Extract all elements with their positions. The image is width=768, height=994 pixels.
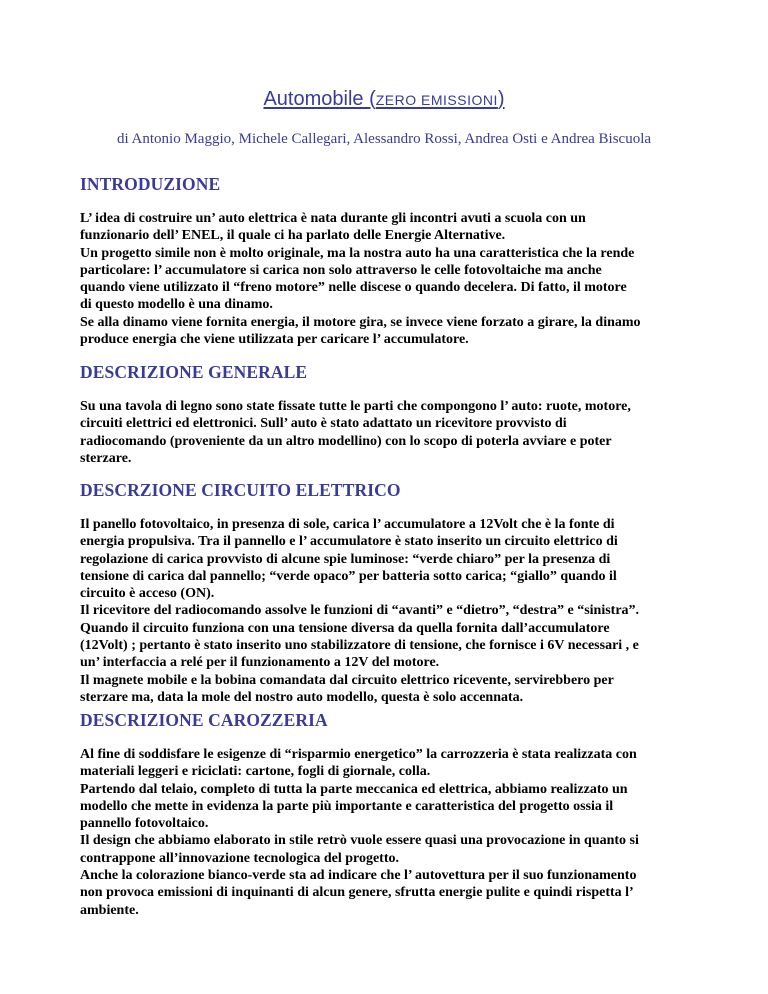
section-heading-descrizione-generale: DESCRIZIONE GENERALE: [80, 362, 308, 382]
text-line: materiali leggeri e riciclati: cartone, fogli di giornale, colla.: [80, 764, 431, 780]
text-line: pannello fotovoltaico.: [80, 816, 209, 832]
text-line: Al fine di soddisfare le esigenze di “risparmio energetico” la carrozzeria è stata realizzata con: [80, 747, 637, 762]
text-line: circuiti elettrici ed elettronici. Sull’ auto è stato adattato un ricevitore provvisto di: [80, 416, 567, 432]
text-line: Il magnete mobile e la bobina comandata dal circuito elettrico ricevente, servirebbero per: [80, 672, 614, 688]
text-line: sterzare ma, data la mole del nostro auto modello, questa è solo accennata.: [80, 689, 524, 705]
text-line: Se alla dinamo viene fornita energia, il motore gira, se invece viene forzato a girare, la dinamo: [80, 314, 641, 330]
text-line: Quando il circuito funziona con una tensione diversa da quella fornita dall’accumulatore: [80, 620, 610, 636]
text-line: Anche la colorazione bianco-verde sta ad indicare che l’ autovettura per il suo funzionamento: [80, 868, 637, 884]
text-line: un’ interfaccia a relé per il funzionamento a 12V del motore.: [80, 655, 440, 671]
title-end: ): [497, 88, 505, 110]
text-line: produce energia che viene utilizzata per caricare l’ accumulatore.: [80, 332, 469, 348]
title-smallcaps: ZERO EMISSIONI: [375, 92, 498, 108]
section-heading-introduzione: INTRODUZIONE: [80, 174, 221, 194]
text-line: Il panello fotovoltaico, in presenza di sole, carica l’ accumulatore a 12Volt che è la fonte di: [80, 517, 615, 532]
text-line: Il ricevitore del radiocomando assolve le funzioni di “avanti” e “dietro”, “destra” e “sinistra”.: [80, 603, 640, 619]
section-body-descrizione-generale: [80, 398, 688, 467]
text-line: quando viene utilizzato il “freno motore” nelle discese o quando decelera. Di fatto, il motore: [80, 280, 627, 296]
authors-line: di Antonio Maggio, Michele Callegari, Alessandro Rossi, Andrea Osti e Andrea Biscuola: [116, 131, 652, 147]
text-line: circuito è acceso (ON).: [80, 586, 215, 602]
text-line: particolare: l’ accumulatore si carica non solo attraverso le celle fotovoltaiche ma anche: [80, 262, 602, 278]
title-main: Automobile (: [263, 88, 376, 110]
text-line: sterzare.: [80, 450, 132, 466]
text-line: non provoca emissioni di inquinanti di alcun genere, sfrutta energie pulite e quindi rispetta l’: [80, 885, 634, 901]
text-line: Il design che abbiamo elaborato in stile retrò vuole essere quasi una provocazione in quanto si: [80, 833, 639, 849]
text-line: Un progetto simile non è molto originale, ma la nostra auto ha una caratteristica che la rende: [80, 245, 635, 261]
text-line: (12Volt) ; pertanto è stato inserito uno stabilizzatore di tensione, che fornisce i 6V necessari , e: [80, 638, 639, 654]
text-line: ambiente.: [80, 902, 139, 918]
document-title: [80, 88, 688, 111]
text-line: modello che mette in evidenza la parte più importante e caratteristica del progetto ossia il: [80, 798, 614, 814]
text-line: radiocomando (proveniente da un altro modellino) con lo scopo di poterla avviare e poter: [80, 433, 612, 449]
section-body-circuito-elettrico: [80, 516, 688, 706]
text-line: tensione di carica dal pannello; “verde opaco” per batteria sotto carica; “giallo” quando il: [80, 568, 617, 584]
text-line: di questo modello è una dinamo.: [80, 297, 273, 313]
section-heading-circuito-elettrico: DESCRZIONE CIRCUITO ELETTRICO: [80, 480, 401, 500]
text-line: L’ idea di costruire un’ auto elettrica è nata durante gli incontri avuti a scuola con un: [80, 211, 586, 226]
section-body-carrozzeria: [80, 746, 688, 919]
section-body-introduzione: [80, 210, 688, 348]
text-line: funzionario dell’ ENEL, il quale ci ha parlato delle Energie Alternative.: [80, 228, 506, 244]
text-line: contrappone all’innovazione tecnologica del progetto.: [80, 850, 399, 866]
text-line: Partendo dal telaio, completo di tutta la parte meccanica ed elettrica, abbiamo realizzato un: [80, 781, 628, 797]
text-line: energia propulsiva. Tra il pannello e l’ accumulatore è stato inserito un circuito elettrico di: [80, 534, 618, 550]
section-heading-carrozzeria: DESCRIZIONE CAROZZERIA: [80, 710, 328, 730]
text-line: regolazione di carica provvisto di alcune spie luminose: “verde chiaro” per la presenza di: [80, 551, 611, 567]
text-line: Su una tavola di legno sono state fissate tutte le parti che compongono l’ auto: ruote, motore,: [80, 399, 631, 414]
